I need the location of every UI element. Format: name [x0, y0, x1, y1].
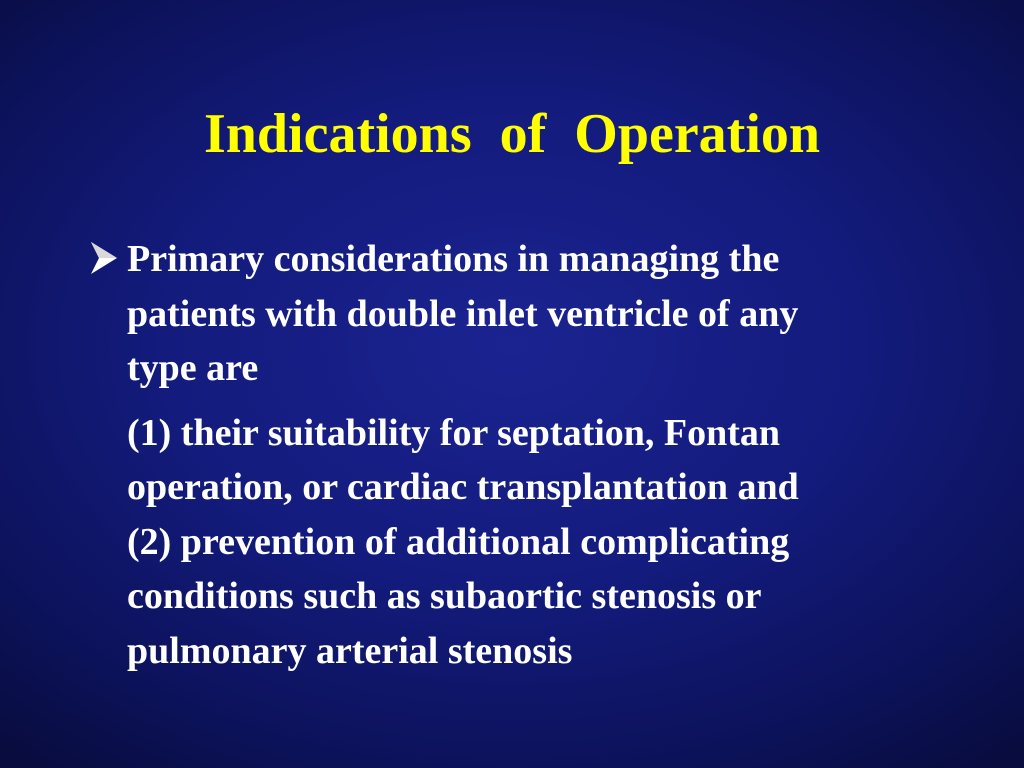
sub-paragraph: (1) their suitability for septation, Fontan operation, or cardiac transplantation and (2) prevention of additional complicating conditions such as subaortic stenosis or pulmonary arterial stenosis	[127, 411, 799, 672]
bullet-text: Primary considerations in managing the patients with double inlet ventricle of any type are	[127, 238, 799, 389]
slide-body	[86, 232, 946, 678]
arrow-bullet-icon	[88, 238, 120, 278]
bullet-item	[86, 232, 946, 396]
slide-title: Indications of Operation	[203, 103, 821, 165]
